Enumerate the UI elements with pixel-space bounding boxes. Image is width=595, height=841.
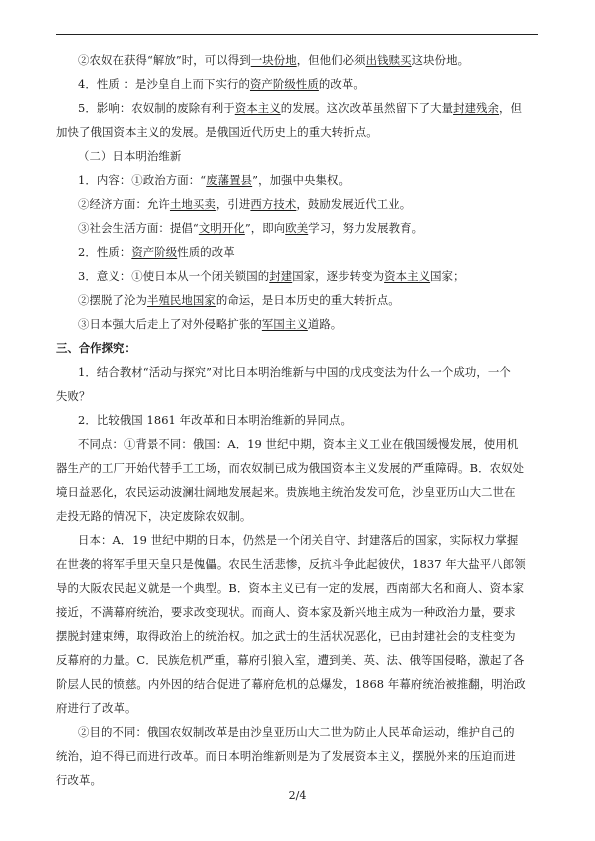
text-segment: 日本：A．19 世纪中期的日本，仍然是一个闭关自守、封建落后的国家，实际权力掌握 (78, 533, 519, 547)
text-line (56, 192, 538, 216)
text-line (56, 576, 538, 600)
text-line (56, 360, 538, 384)
text-segment: ，但 (499, 101, 523, 115)
text-segment: 行改革。 (56, 773, 102, 787)
document-body (56, 48, 538, 792)
text-segment: 走投无路的情况下，决定废除农奴制。 (56, 509, 252, 523)
text-segment: 性质的改革 (177, 245, 235, 259)
text-segment: 反幕府的力量。C．民族危机严重，幕府引狼入室，遭到美、英、法、俄等国侵略，激起了各 (56, 653, 525, 667)
text-line (56, 264, 538, 288)
text-segment: ③社会生活方面：提倡“ (78, 221, 199, 235)
text-line (56, 456, 538, 480)
text-segment: 加快了俄国资本主义的发展。是俄国近代历史上的重大转折点。 (56, 125, 378, 139)
text-line (56, 144, 538, 168)
text-segment: ”，即向 (244, 221, 286, 235)
text-segment: 境日益恶化，农民运动波澜壮阔地发展起来。贵族地主统治发发可危，沙皇亚历山大二世在 (56, 485, 516, 499)
text-line (56, 120, 538, 144)
text-line (56, 72, 538, 96)
text-segment: 府进行了改革。 (56, 701, 137, 715)
underlined-keyword: 废藩置县 (206, 173, 253, 187)
text-line (56, 432, 538, 456)
underlined-keyword: 一块份地 (250, 53, 297, 67)
underlined-keyword: 资本主义 (234, 101, 281, 115)
underlined-keyword: 军国主义 (261, 317, 308, 331)
text-segment: 4．性质 ：是沙皇自上而下实行的 (78, 77, 250, 91)
text-line (56, 672, 538, 696)
text-segment: ”，加强中央集权。 (252, 173, 351, 187)
text-segment: 2．性质： (78, 245, 132, 259)
text-line (56, 600, 538, 624)
text-line (56, 288, 538, 312)
underlined-keyword: 土地买卖 (169, 197, 216, 211)
text-segment: ②经济方面：允许 (78, 197, 170, 211)
underlined-keyword: 资产阶级 (131, 245, 178, 259)
text-line (56, 312, 538, 336)
text-line (56, 480, 538, 504)
text-segment: 5．影响：农奴制的废除有利于 (78, 101, 235, 115)
underlined-keyword: 资本主义 (384, 269, 431, 283)
text-line (56, 168, 538, 192)
text-line (56, 624, 538, 648)
underlined-keyword: 西方技术 (250, 197, 297, 211)
underlined-keyword: 文明开化 (198, 221, 245, 235)
text-segment: ②摆脱了沦为 (78, 293, 147, 307)
text-segment: 国家，逐步转变为 (292, 269, 385, 283)
text-segment: 失败？ (56, 389, 91, 403)
text-line (56, 696, 538, 720)
text-segment: 的命运，是日本历史的重大转折点。 (215, 293, 400, 307)
underlined-keyword: 封建 (269, 269, 293, 283)
text-line (56, 408, 538, 432)
text-segment: 1．内容：①政治方面：“ (78, 173, 207, 187)
text-segment: 三、合作探究： (56, 341, 136, 355)
text-segment: ②目的不同：俄国农奴制改革是由沙皇亚历山大二世为防止人民革命运动，维护自己的 (78, 725, 515, 739)
text-segment: 2．比较俄国 1861 年改革和日本明治维新的异同点。 (78, 413, 352, 427)
text-segment: 不同点：①背景不同：俄国：A．19 世纪中期，资本主义工业在俄国缓慢发展，使用机 (78, 437, 519, 451)
text-line (56, 216, 538, 240)
text-segment: ②农奴在获得“解放”时，可以得到 (78, 53, 251, 67)
underlined-keyword: 封建残余 (453, 101, 500, 115)
text-segment: 学习，努力发展教育。 (308, 221, 424, 235)
text-line (56, 48, 538, 72)
text-line (56, 648, 538, 672)
text-segment: 这块份地。 (411, 53, 470, 67)
text-line (56, 384, 538, 408)
section-heading (56, 336, 538, 360)
text-segment: 接近，不满幕府统治，要求改变现状。而商人、资本家及新兴地主成为一种政治力量，要求 (56, 605, 516, 619)
text-line (56, 96, 538, 120)
text-segment: 导的大阪农民起义就是一个典型。B．资本主义已有一定的发展，西南部大名和商人、资本家 (56, 581, 525, 595)
text-segment: 道路。 (307, 317, 343, 331)
text-segment: ，鼓励发展近代工业。 (296, 197, 412, 211)
text-segment: ，引进 (215, 197, 251, 211)
underlined-keyword: 出钱赎买 (365, 53, 412, 67)
text-segment: 的改革。 (318, 77, 365, 91)
page-number: 2/4 (288, 789, 307, 802)
underlined-keyword: 欧美 (285, 221, 309, 235)
header-rule (56, 34, 538, 35)
text-segment: （二）日本明治维新 (78, 149, 182, 163)
text-segment: 阶层人民的愤慈。内外因的结合促进了幕府危机的总爆发，1868 年幕府统治被推翻，明治政 (56, 677, 526, 691)
text-line (56, 504, 538, 528)
text-line (56, 240, 538, 264)
text-segment: 的发展。这次改革虽然留下了大量 (280, 101, 454, 115)
underlined-keyword: 半殖民地国家 (146, 293, 216, 307)
text-line (56, 720, 538, 744)
text-segment: 在世袭的将军手里天皇只是傀儡。农民生活悲惨，反抗斗争此起彼伏，1837 年大盐平八郎领 (56, 557, 526, 571)
text-segment: 3．意义：①使日本从一个闭关锁国的 (78, 269, 270, 283)
text-line (56, 744, 538, 768)
text-segment: ，但他们必须 (296, 53, 366, 67)
text-line (56, 528, 538, 552)
text-line (56, 552, 538, 576)
text-segment: 1．结合教材“活动与探究”对比日本明治维新与中国的戊戌变法为什么一个成功，一个 (78, 365, 511, 379)
text-segment: 摆脱封建束缚，取得政治上的统治权。加之武士的生活状况恶化，已由封建社会的支柱变为 (56, 629, 516, 643)
text-segment: 统治，迫不得已而进行改革。而日本明治维新则是为了发展资本主义，摆脱外来的压迫而进 (56, 749, 516, 763)
underlined-keyword: 资产阶级性质 (249, 77, 319, 91)
text-segment: 国家； (430, 269, 465, 283)
text-segment: 器生产的工厂开始代替手工工场，而农奴制已成为俄国资本主义发展的严重障碍。B．农奴处 (56, 461, 525, 475)
text-segment: ③日本强大后走上了对外侵略扩张的 (78, 317, 262, 331)
